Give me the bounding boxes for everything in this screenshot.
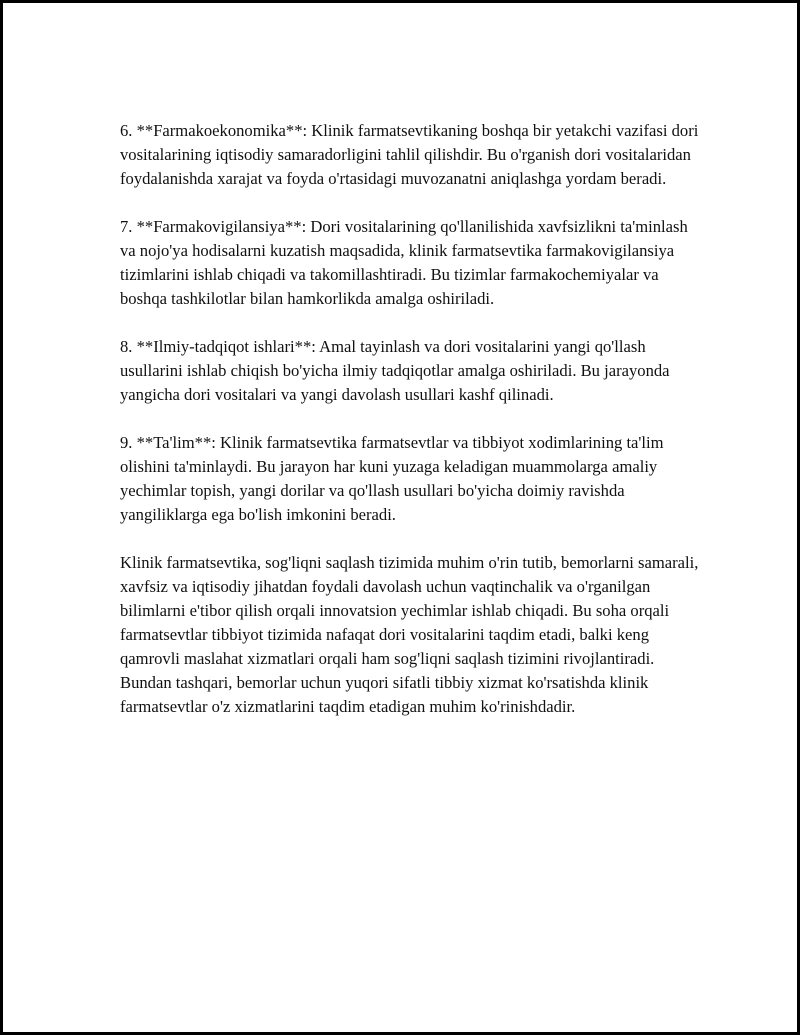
paragraph-research: 8. **Ilmiy-tadqiqot ishlari**: Amal tayinlash va dori vositalarini yangi qo'llash usullarini ishlab chiqish bo'yicha ilmiy tadqiqotlar amalga oshiriladi. Bu jarayonda yangicha dori vositalari va yangi davolash usullari kashf qilinadi. xyxy=(120,337,670,404)
paragraph-pharmacoeconomics: 6. **Farmakoekonomika**: Klinik farmatsevtikaning boshqa bir yetakchi vazifasi dori vositalarining iqtisodiy samaradorligini tahlil qilishdir. Bu o'rganish dori vositalaridan foydalanishda xarajat va foyda o'rtasidagi muvozanatni aniqlashga yordam beradi. xyxy=(120,121,699,188)
paragraph-pharmacovigilance: 7. **Farmakovigilansiya**: Dori vositalarining qo'llanilishida xavfsizlikni ta'minlash va nojo'ya hodisalarni kuzatish maqsadida, klinik farmatsevtika farmakovigilansiya tizimlarini ishlab chiqadi va takomillashtiradi. Bu tizimlar farmakochemiyalar va boshqa tashkilotlar bilan hamkorlikda amalga oshiriladi. xyxy=(120,217,688,308)
paragraph-education: 9. **Ta'lim**: Klinik farmatsevtika farmatsevtlar va tibbiyot xodimlarining ta'lim olishini ta'minlaydi. Bu jarayon har kuni yuzaga keladigan muammolarga amaliy yechimlar topish, yangi dorilar va qo'llash usullari bo'yicha doimiy ravishda yangiliklarga ega bo'lish imkonini beradi. xyxy=(120,433,664,524)
document-body xyxy=(120,119,705,743)
paragraph-conclusion: Klinik farmatsevtika, sog'liqni saqlash tizimida muhim o'rin tutib, bemorlarni samarali, xavfsiz va iqtisodiy jihatdan foydali davolash uchun vaqtinchalik va o'rganilgan bilimlarni e'tibor qilish orqali innovatsion yechimlar ishlab chiqadi. Bu soha orqali farmatsevtlar tibbiyot tizimida nafaqat dori vositalarini taqdim etadi, balki keng qamrovli maslahat xizmatlari orqali ham sog'liqni saqlash tizimini rivojlantiradi. Bundan tashqari, bemorlar uchun yuqori sifatli tibbiy xizmat ko'rsatishda klinik farmatsevtlar o'z xizmatlarini taqdim etadigan muhim ko'rinishdadir. xyxy=(120,553,699,716)
